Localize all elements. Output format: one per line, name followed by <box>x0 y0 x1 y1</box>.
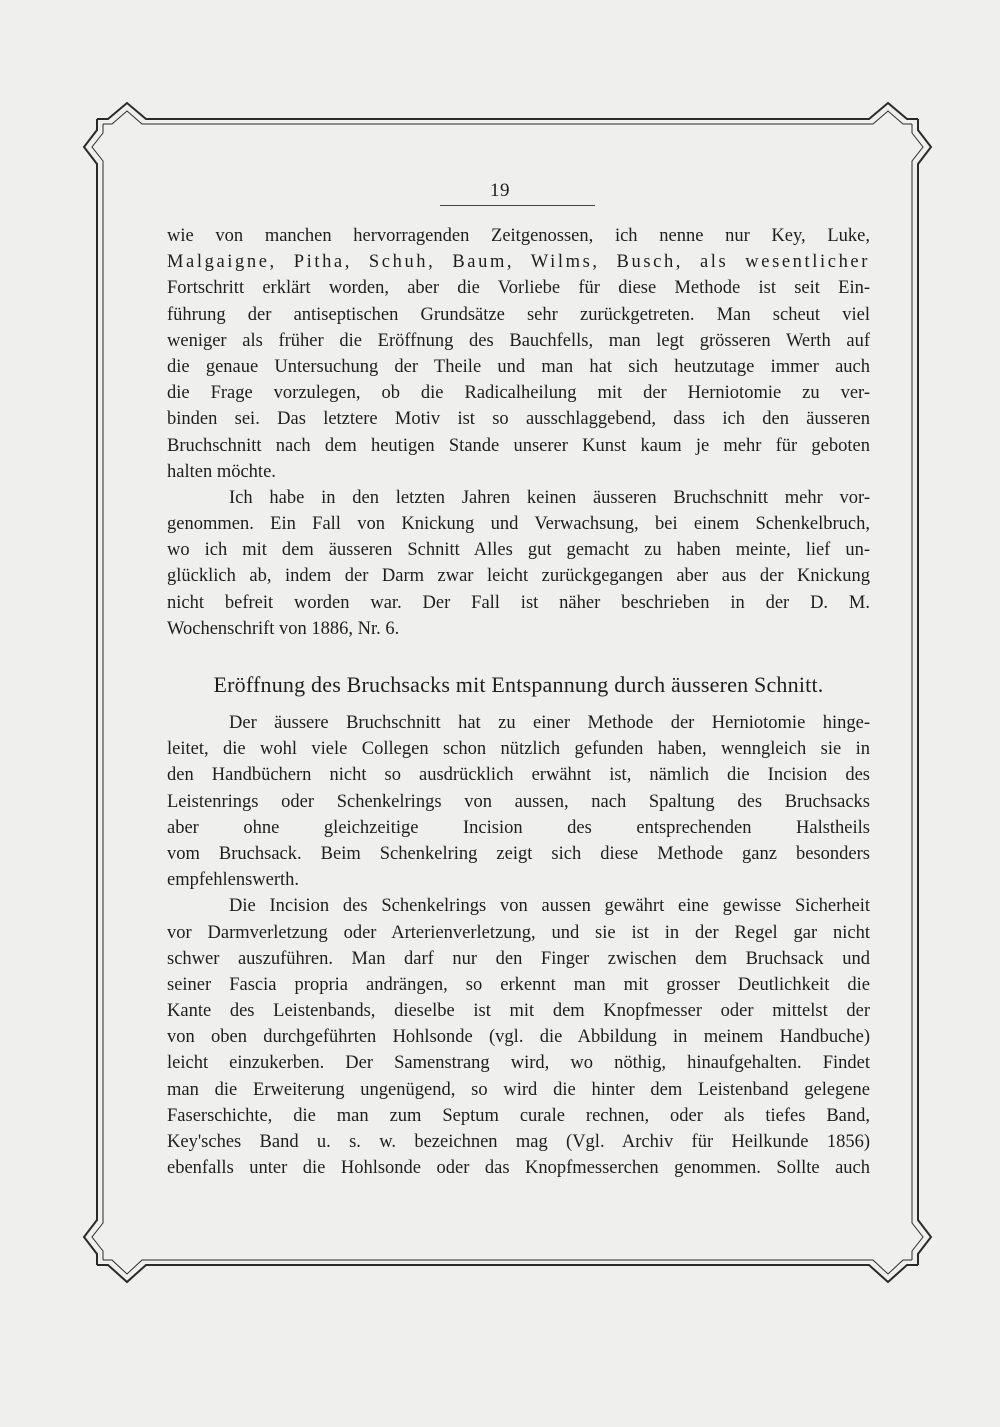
text-line: leicht einzukerben. Der Samenstrang wird, wo nöthig, hinaufgehalten. Findet <box>167 1053 870 1074</box>
text-line: Kante des Leistenbands, dieselbe ist mit dem Knopfmesser oder mittelst der <box>167 1001 870 1022</box>
text-line: glücklich ab, indem der Darm zwar leicht zurückgegangen aber aus der Knickung <box>167 566 870 587</box>
text-line: weniger als früher die Eröffnung des Bauchfells, man legt grösseren Werth auf <box>167 330 870 351</box>
text-line: Fortschritt erklärt worden, aber die Vorliebe für diese Methode ist seit Ein- <box>167 278 870 299</box>
text-line: seiner Fascia propria andrängen, so erkennt man mit grosser Deutlichkeit die <box>167 974 870 995</box>
text-line: binden sei. Das letztere Motiv ist so ausschlaggebend, dass ich den äusseren <box>167 409 870 430</box>
text-line: Leistenrings oder Schenkelrings von aussen, nach Spaltung des Bruchsacks <box>167 791 870 812</box>
paragraph-2 <box>167 485 870 642</box>
paragraph-4 <box>167 893 870 1181</box>
text-line: von oben durchgeführten Hohlsonde (vgl. die Abbildung in meinem Handbuche) <box>167 1027 870 1048</box>
text-line: Ich habe in den letzten Jahren keinen äusseren Bruchschnitt mehr vor- <box>229 487 870 508</box>
page-number: 19 <box>490 180 510 201</box>
text-line: man die Erweiterung ungenügend, so wird die hinter dem Leistenband gelegene <box>167 1079 870 1100</box>
text-line: Malgaigne, Pitha, Schuh, Baum, Wilms, Busch, als wesentlicher <box>167 252 870 273</box>
text-line: Faserschichte, die man zum Septum curale rechnen, oder als tiefes Band, <box>167 1105 870 1126</box>
text-line: vor Darmverletzung oder Arterienverletzung, und sie ist in der Regel gar nicht <box>167 922 870 943</box>
text-line: den Handbüchern nicht so ausdrücklich erwähnt ist, nämlich die Incision des <box>167 765 870 786</box>
text-line: nicht befreit worden war. Der Fall ist näher beschrieben in der D. M. <box>167 592 870 613</box>
text-line: Der äussere Bruchschnitt hat zu einer Methode der Herniotomie hinge- <box>229 713 870 733</box>
text-line: aber ohne gleichzeitige Incision des entsprechenden Halstheils <box>167 817 870 838</box>
text-line: halten möchte. <box>167 461 276 482</box>
text-line: die genaue Untersuchung der Theile und man hat sich heutzutage immer auch <box>167 356 870 377</box>
text-line: schwer auszuführen. Man darf nur den Finger zwischen dem Bruchsack und <box>167 948 870 969</box>
text-line: vom Bruchsack. Beim Schenkelring zeigt sich diese Methode ganz besonders <box>167 843 870 864</box>
text-line: wo ich mit dem äusseren Schnitt Alles gut gemacht zu haben meinte, lief un- <box>167 540 870 561</box>
page-number-rule <box>440 205 595 206</box>
text-line: ebenfalls unter die Hohlsonde oder das Knopfmesserchen genommen. Sollte auch <box>167 1158 870 1179</box>
section-gap <box>167 642 870 668</box>
text-line: wie von manchen hervorragenden Zeitgenossen, ich nenne nur Key, Luke, <box>167 226 870 246</box>
text-line: führung der antiseptischen Grundsätze sehr zurückgetreten. Man scheut viel <box>167 304 870 325</box>
paragraph-3 <box>167 710 870 893</box>
text-line: Key'sches Band u. s. w. bezeichnen mag (Vgl. Archiv für Heilkunde 1856) <box>167 1132 870 1152</box>
text-line: leitet, die wohl viele Collegen schon nützlich gefunden haben, wenngleich sie in <box>167 739 870 760</box>
section-heading: Eröffnung des Bruchsacks mit Entspannung durch äusseren Schnitt. <box>213 672 824 697</box>
text-line: Die Incision des Schenkelrings von aussen gewährt eine gewisse Sicherheit <box>229 896 870 917</box>
text-line: empfehlenswerth. <box>167 870 300 891</box>
paragraph-1 <box>167 223 870 485</box>
text-line: die Frage vorzulegen, ob die Radicalheilung mit der Herniotomie zu ver- <box>167 383 870 404</box>
page-body <box>167 223 870 1181</box>
text-line: genommen. Ein Fall von Knickung und Verwachsung, bei einem Schenkelbruch, <box>167 514 870 535</box>
text-line: Wochenschrift von 1886, Nr. 6. <box>167 618 400 639</box>
text-line: Bruchschnitt nach dem heutigen Stande unserer Kunst kaum je mehr für geboten <box>167 435 870 456</box>
